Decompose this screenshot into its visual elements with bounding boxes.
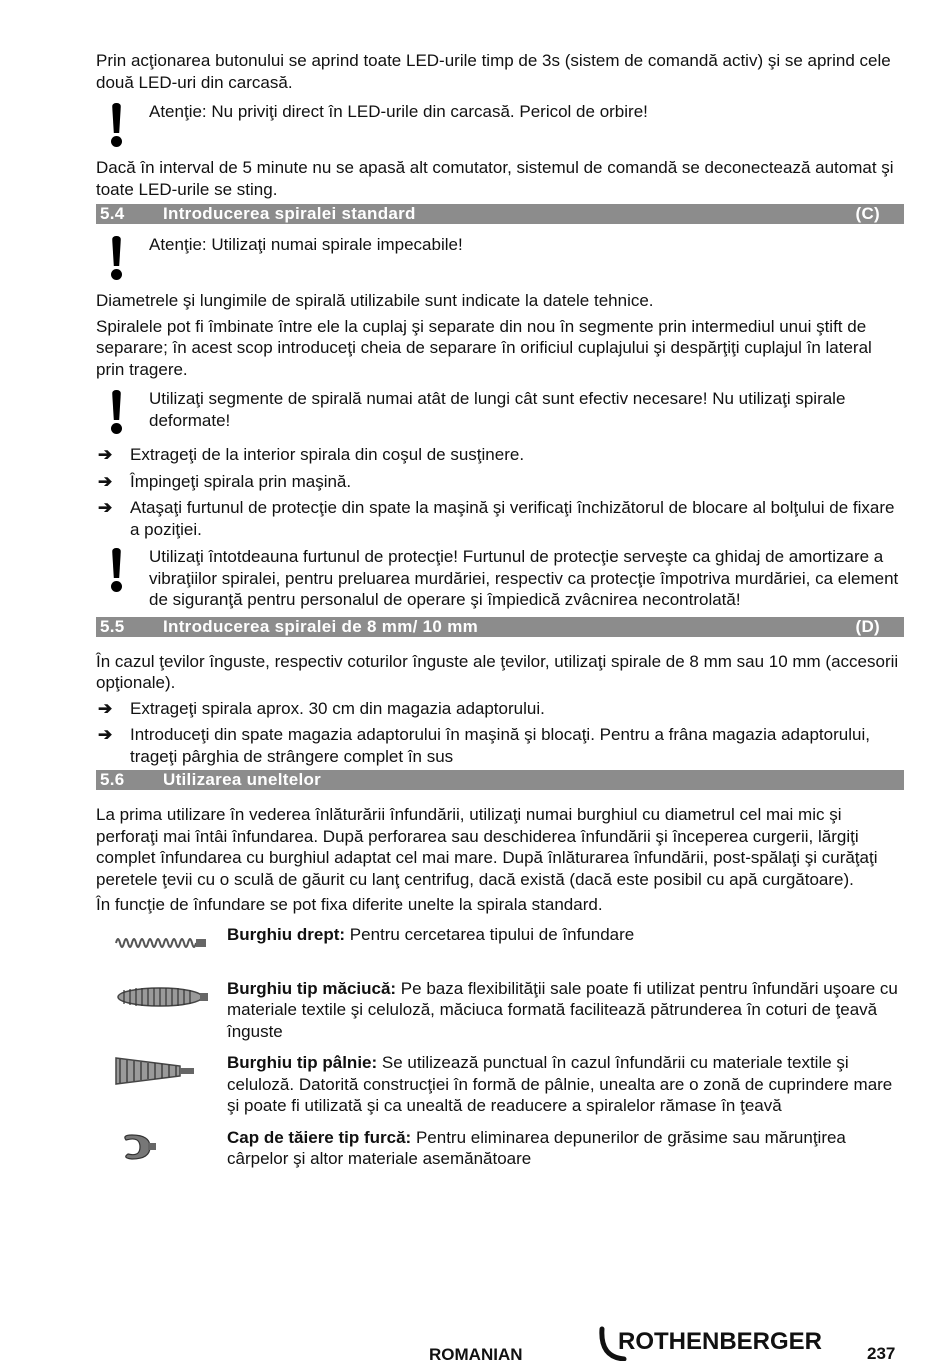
rothenberger-logo [598, 1325, 850, 1361]
step-text: Ataşaţi furtunul de protecţie din spate la maşină şi verificaţi închizătorul de blocare al bolţului de fixare a poziţiei. [130, 498, 895, 539]
intro-paragraph-2: Dacă în interval de 5 minute nu se apasă alt comutator, sistemul de comandă se deconectează automat şi toate LED-urile se sting. [96, 158, 894, 199]
intro-paragraph-1: Prin acţionarea butonului se aprind toate LED-urile timp de 3s (sistem de comandă activ) şi se aprind cele două LED-uri din carcasă. [96, 51, 891, 92]
page-footer [0, 1323, 950, 1362]
paragraph: La prima utilizare în vederea înlăturării înfundării, utilizaţi numai burghiul cu diametrul cel mai mic şi perforaţi mai întâi înfundarea. După perforarea sau deschiderea înfundării şi începerea curgerii, lărgiţi complet înfundarea cu burghiul adaptat cel mai mare. După înlăturarea înfundării, post-spălaţi şi curăţaţi peretele ţevii cu o sculă de găurit cu lanţ centrifug, dacă există (dacă este posibil cu apă curgătoare). [96, 805, 878, 889]
section-figure-ref: (C) [855, 204, 880, 223]
tool-description: Pentru eliminarea depunerilor de grăsime sau mărunţirea cârpelor şi altor materiale asemănătoare [227, 1127, 846, 1168]
instruction-step [96, 497, 904, 540]
instruction-step [96, 698, 904, 720]
tool-name: Cap de tăiere tip furcă: [227, 1127, 412, 1147]
section-header-5-5 [96, 617, 904, 637]
section-title: Introducerea spiralei standard [163, 204, 416, 223]
step-text: Extrageţi de la interior spirala din coşul de susţinere. [130, 445, 525, 464]
bulb-auger-icon [110, 980, 210, 1014]
tool-name: Burghiu tip pâlnie: [227, 1053, 378, 1072]
warning-text: Utilizaţi întotdeauna furtunul de protecţie! Furtunul de protecţie serveşte ca ghidaj de amortizare a vibraţiilor spiralei, pentru preluarea murdăriei, respectiv ca protecţie împotriva murdăriei, ca element de siguranţă pentru personalul de operare şi împiedică zvâcnirea necontrolată! [149, 547, 899, 609]
tool-description: Se utilizează punctual în cazul înfundării cu materiale textile şi celuloză. Datorită construcţiei în formă de pâlnie, unealta are o zonă de cuprindere mare şi poate fi utilizată şi ca unealtă de readucere a spiralelor rămase în ţeavă [227, 1053, 893, 1115]
tool-item [96, 978, 904, 1043]
instruction-step [96, 444, 904, 466]
section-header-5-4 [96, 204, 904, 224]
tool-item [96, 1052, 904, 1117]
paragraph: Diametrele şi lungimile de spirală utilizabile sunt indicate la datele tehnice. [96, 291, 654, 310]
funnel-auger-icon [110, 1054, 210, 1088]
arrow-right-icon: ➔ [98, 698, 113, 718]
section-number: 5.5 [100, 616, 125, 636]
section-header-5-6 [96, 770, 904, 790]
tool-name: Burghiu tip măciucă: [227, 978, 397, 998]
instruction-step [96, 724, 904, 767]
exclamation-icon [106, 103, 126, 147]
warning-text: Utilizaţi segmente de spirală numai atât de lungi cât sunt efectiv necesare! Nu utilizaţi spirale deformate! [149, 389, 846, 430]
page-content [96, 50, 904, 1181]
tool-description: Pe baza flexibilităţii sale poate fi utilizat pentru înfundări uşoare cu materiale textile şi celuloză, măciuca formată facilitează pătrunderea în coturi de ţeavă înguste [227, 978, 898, 1041]
exclamation-icon [106, 236, 126, 280]
straight-auger-icon [110, 926, 210, 960]
paragraph: În funcţie de înfundare se pot fixa diferite unelte la spirala standard. [96, 895, 603, 914]
language-label: ROMANIAN [429, 1345, 523, 1364]
tool-item [96, 1127, 904, 1171]
step-text: Extrageţi spirala aprox. 30 cm din magazia adaptorului. [130, 698, 545, 718]
section-figure-ref: (D) [855, 616, 880, 636]
warning-block [96, 101, 904, 145]
svg-text:ROTHENBERGER: ROTHENBERGER [618, 1328, 823, 1355]
section-number: 5.4 [100, 204, 125, 223]
exclamation-icon [106, 548, 126, 592]
instruction-step [96, 471, 904, 493]
section-title: Introducerea spiralei de 8 mm/ 10 mm [163, 616, 479, 636]
step-text: Introduceţi din spate magazia adaptorului în maşină şi blocaţi. Pentru a frâna magazia adaptorului, trageţi pârghia de strângere complet în sus [130, 725, 870, 766]
fork-cutter-icon [110, 1129, 210, 1163]
paragraph: Spiralele pot fi îmbinate între ele la cuplaj şi separate din nou în segmente prin intermediul unui ştift de separare; în acest scop introduceţi cheia de separare în orificiul cuplajului şi despărţiţi cuplajul în lateral prin tragere. [96, 316, 872, 379]
tool-name: Burghiu drept: [227, 924, 346, 944]
warning-block [96, 546, 904, 611]
paragraph: În cazul ţevilor înguste, respectiv coturilor înguste ale ţevilor, utilizaţi spirale de 8 mm sau 10 mm (accesorii opţionale). [96, 651, 899, 692]
arrow-right-icon: ➔ [98, 498, 113, 517]
warning-block [96, 234, 904, 278]
arrow-right-icon: ➔ [98, 445, 113, 464]
tool-description: Pentru cercetarea tipului de înfundare [345, 924, 635, 944]
section-number: 5.6 [100, 770, 125, 789]
warning-text: Atenţie: Nu priviţi direct în LED-urile din carcasă. Pericol de orbire! [149, 102, 648, 121]
warning-text: Atenţie: Utilizaţi numai spirale impecabile! [149, 235, 463, 254]
section-title: Utilizarea uneltelor [163, 770, 322, 789]
arrow-right-icon: ➔ [98, 471, 113, 491]
step-text: Împingeţi spirala prin maşină. [130, 471, 352, 491]
tool-item [96, 924, 904, 968]
arrow-right-icon: ➔ [98, 725, 113, 744]
page-number: 237 [867, 1344, 896, 1363]
warning-block [96, 388, 904, 432]
exclamation-icon [106, 390, 126, 434]
